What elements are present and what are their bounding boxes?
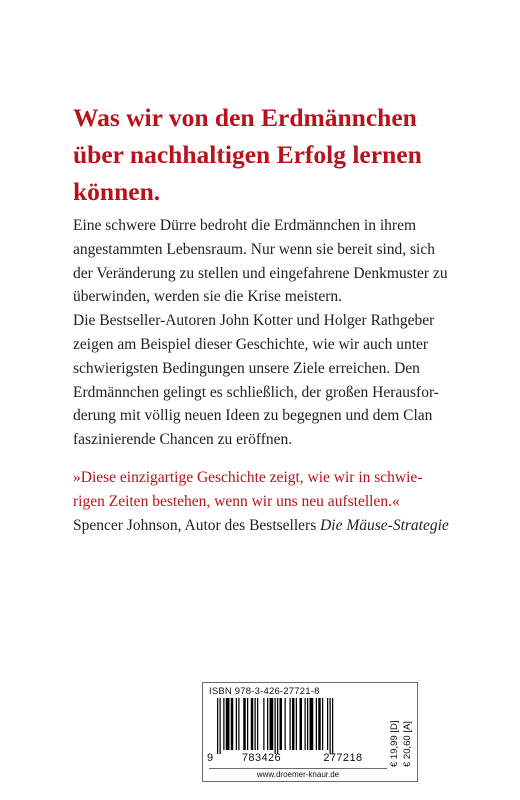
barcode-bar (223, 698, 224, 750)
barcode-bar (322, 698, 323, 750)
barcode-bar (316, 698, 317, 750)
barcode-bar (251, 698, 254, 750)
blurb-line: derung mit völlig neuen Ideen zu begegnen und dem Clan (73, 407, 433, 425)
barcode-bar (307, 698, 308, 750)
blurb-text (73, 214, 493, 452)
barcode-bar (243, 698, 246, 750)
barcode-bar (226, 698, 230, 750)
barcode-bar (217, 698, 218, 754)
blurb-line: schwierigsten Bedingungen unsere Ziele erreichen. Den (73, 359, 420, 377)
barcode-bar (247, 698, 248, 750)
attribution-text: Spencer Johnson, Autor des Bestsellers (73, 516, 321, 534)
barcode-bar (300, 698, 303, 750)
barcode-digit-group: 277218 (323, 752, 363, 764)
barcode-bar (238, 698, 239, 750)
barcode-bar (255, 698, 256, 750)
price-austria: € 20,60 [A] (402, 721, 413, 767)
quote-line: rigen Zeiten bestehen, wenn wir uns neu aufstellen.« (73, 492, 400, 510)
barcode-bar (285, 698, 286, 750)
blurb-line: angestammten Lebensraum. Nur wenn sie bereit sind, sich (73, 240, 435, 258)
barcode-bar (310, 698, 314, 750)
barcode-bar (292, 698, 295, 750)
barcode-bar (332, 698, 333, 754)
blurb-line: Die Bestseller-Autoren John Kotter und Holger Rathgeber (73, 312, 435, 330)
barcode-first-digit: 9 (207, 752, 214, 764)
barcode-bar (277, 698, 278, 754)
price-germany: € 19,99 [D] (389, 720, 400, 767)
barcode-bar (236, 698, 237, 750)
barcode-digits (207, 752, 387, 764)
quote-attribution (73, 514, 513, 538)
barcode-bar (318, 698, 321, 750)
blurb-line: Eine schwere Dürre bedroht die Erdmännchen in ihrem (73, 217, 417, 234)
barcode-bar (290, 698, 291, 750)
headline-line: über nachhaltigen Erfolg lernen (73, 140, 422, 169)
barcode-bar (275, 698, 276, 754)
blurb-line: zeigen am Beispiel dieser Geschichte, wie wir auch unter (73, 335, 429, 353)
headline (73, 99, 493, 210)
barcode-bar (220, 698, 221, 754)
headline-line: können. (73, 177, 161, 206)
attribution-book-title: Die Mäuse-Strategie (320, 516, 449, 534)
testimonial (73, 466, 513, 537)
barcode-bar (296, 698, 297, 750)
barcode-bar (330, 698, 331, 754)
blurb-line: faszinierende Chancen zu eröffnen. (73, 431, 293, 449)
barcode-box (202, 682, 418, 782)
barcode-bar (280, 698, 283, 750)
headline-line: Was wir von den Erdmännchen (73, 103, 417, 132)
barcode-bar (267, 698, 268, 750)
publisher-url: www.droemer-knaur.de (209, 768, 387, 779)
blurb-line: Erdmännchen gelingt es schließlich, der großen Herausfor- (73, 383, 439, 401)
barcode-bar (270, 698, 274, 750)
quote-line: »Diese einzigartige Geschichte zeigt, wie wir in schwie- (73, 469, 423, 486)
barcode-bar (305, 698, 306, 750)
barcode-bar (263, 698, 264, 750)
barcode-bar (327, 698, 328, 750)
barcode-image (217, 698, 385, 754)
blurb-line: der Veränderung zu stellen und eingefahrene Denkmuster zu (73, 264, 448, 282)
barcode-bar (257, 698, 258, 750)
blurb-line: überwinden, werden sie die Krise meistern. (73, 288, 343, 306)
price-block (389, 697, 415, 767)
barcode-digit-group: 783426 (241, 752, 282, 764)
isbn-label: ISBN 978-3-426-27721-8 (209, 686, 320, 697)
barcode-bar (231, 698, 234, 750)
